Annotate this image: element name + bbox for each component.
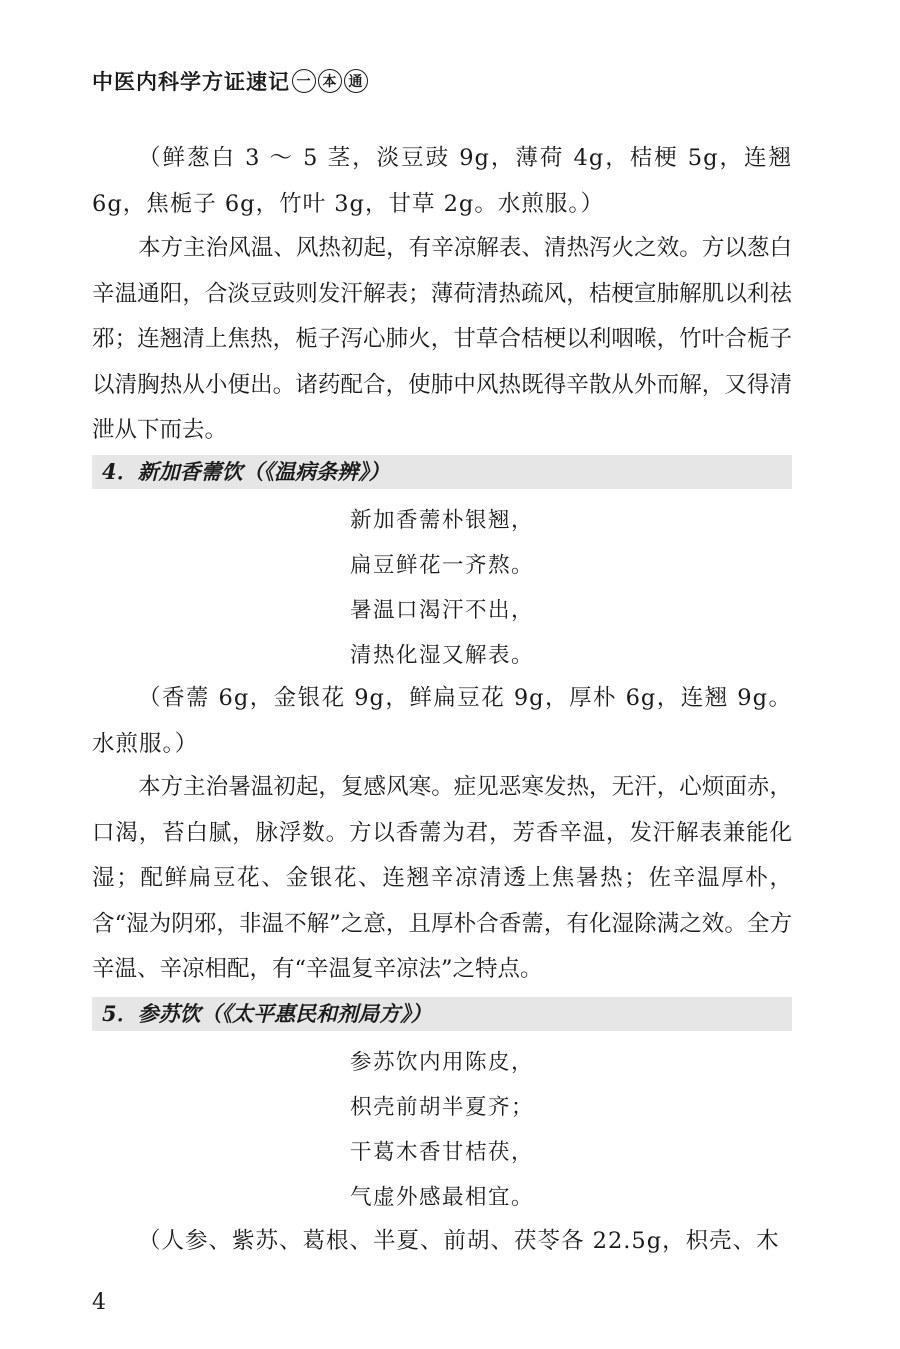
book-title: 中医内科学方证速记	[92, 69, 290, 94]
running-header	[92, 66, 368, 96]
verse-line: 暑温口渴汗不出，	[350, 598, 535, 623]
verse-line: 扁豆鲜花一齐熬。	[350, 553, 535, 578]
verse-line: 参苏饮内用陈皮，	[350, 1050, 535, 1075]
explanation-paragraph-4: 本方主治暑温初起，复感风寒。症见恶寒发热，无汗，心烦面赤，口渴，苔白腻，脉浮数。方以香薷为君，芳香辛温，发汗解表兼能化湿；配鲜扁豆花、金银花、连翘辛凉清透上焦暑热；佐辛温厚朴，含“湿为阴邪，非温不解”之意，且厚朴合香薷，有化湿除满之效。全方辛温、辛凉相配，有“辛温复辛凉法”之特点。	[92, 774, 792, 982]
verse-line: 干葛木香甘桔茯，	[350, 1140, 535, 1165]
recipe-paragraph-1: （鲜葱白 3 ～ 5 茎，淡豆豉 9g，薄荷 4g，桔梗 5g，连翘 6g，焦栀子 6g，竹叶 3g，甘草 2g。水煎服。）	[92, 145, 792, 217]
section-heading-4: 4．新加香薷饮（《温病条辨》）	[92, 455, 792, 489]
verse-line: 清热化湿又解表。	[350, 643, 535, 668]
page-number: 4	[92, 1290, 106, 1315]
verse-line: 气虚外感最相宜。	[350, 1185, 535, 1210]
circled-char-1: 一	[292, 69, 316, 93]
circled-char-3: 通	[344, 69, 368, 93]
section-heading-5: 5．参苏饮（《太平惠民和剂局方》）	[92, 997, 792, 1031]
verse-line: 枳壳前胡半夏齐；	[350, 1095, 535, 1120]
circled-char-2: 本	[318, 69, 342, 93]
explanation-paragraph-1: 本方主治风温、风热初起，有辛凉解表、清热泻火之效。方以葱白辛温通阳，合淡豆豉则发汗解表；薄荷清热疏风，桔梗宣肺解肌以利祛邪；连翘清上焦热，栀子泻心肺火，甘草合桔梗以利咽喉，竹叶合栀子以清胸热从小便出。诸药配合，使肺中风热既得辛散从外而解，又得清泄从下而去。	[92, 235, 792, 443]
recipe-paragraph-4: （香薷 6g，金银花 9g，鲜扁豆花 9g，厚朴 6g，连翘 9g。水煎服。）	[92, 685, 792, 757]
verse-line: 新加香薷朴银翘，	[350, 508, 535, 533]
recipe-paragraph-5: （人参、紫苏、葛根、半夏、前胡、茯苓各 22.5g，枳壳、木	[138, 1228, 780, 1254]
